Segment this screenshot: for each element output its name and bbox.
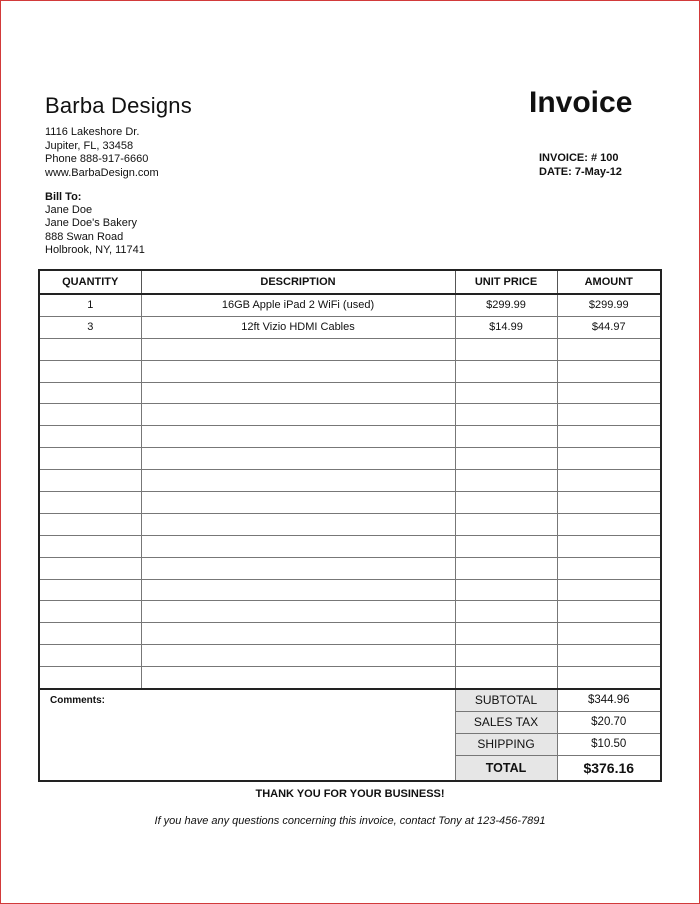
- row-description: [141, 557, 455, 579]
- sales-tax-value: $20.70: [557, 711, 661, 733]
- header-description: DESCRIPTION: [141, 270, 455, 294]
- invoice-meta: [539, 152, 622, 179]
- shipping-label: SHIPPING: [455, 733, 557, 755]
- empty-table-row: [39, 360, 661, 382]
- row-unit-price: [455, 645, 557, 667]
- company-address-line1: 1116 Lakeshore Dr.: [45, 126, 140, 138]
- empty-table-row: [39, 513, 661, 535]
- subtotal-value: $344.96: [557, 689, 661, 711]
- row-unit-price: [455, 426, 557, 448]
- total-label: TOTAL: [455, 755, 557, 781]
- row-amount: [557, 579, 661, 601]
- empty-table-row: [39, 557, 661, 579]
- row-unit-price: [455, 382, 557, 404]
- comments-label: Comments:: [50, 695, 106, 707]
- row-description: [141, 404, 455, 426]
- row-amount: [557, 557, 661, 579]
- empty-table-row: [39, 492, 661, 514]
- company-info: [45, 126, 159, 180]
- row-quantity: [39, 535, 141, 557]
- bill-to-label: Bill To:: [45, 191, 82, 203]
- row-amount: [557, 492, 661, 514]
- row-amount: [557, 404, 661, 426]
- summary-body: [39, 689, 661, 781]
- row-unit-price: [455, 404, 557, 426]
- row-quantity: [39, 338, 141, 360]
- row-quantity: [39, 426, 141, 448]
- row-description: [141, 382, 455, 404]
- row-description: [141, 623, 455, 645]
- row-amount: $299.99: [557, 294, 661, 316]
- company-phone: Phone 888-917-6660: [45, 153, 149, 165]
- row-quantity: [39, 623, 141, 645]
- row-description: 16GB Apple iPad 2 WiFi (used): [141, 294, 455, 316]
- row-quantity: [39, 448, 141, 470]
- bill-to-block: [45, 191, 145, 257]
- bill-to-street: 888 Swan Road: [45, 230, 124, 243]
- row-description: [141, 645, 455, 667]
- items-body: [39, 294, 661, 689]
- sales-tax-label: SALES TAX: [455, 711, 557, 733]
- row-description: [141, 492, 455, 514]
- row-quantity: [39, 645, 141, 667]
- row-amount: [557, 338, 661, 360]
- empty-table-row: [39, 404, 661, 426]
- row-amount: $44.97: [557, 316, 661, 338]
- row-amount: [557, 601, 661, 623]
- row-description: [141, 535, 455, 557]
- subtotal-row: [39, 689, 661, 711]
- row-amount: [557, 382, 661, 404]
- bill-to-city: Holbrook, NY, 11741: [45, 243, 145, 256]
- row-quantity: [39, 513, 141, 535]
- empty-table-row: [39, 426, 661, 448]
- row-unit-price: [455, 470, 557, 492]
- row-amount: [557, 645, 661, 667]
- row-unit-price: [455, 492, 557, 514]
- empty-table-row: [39, 667, 661, 689]
- row-description: [141, 667, 455, 689]
- row-quantity: [39, 382, 141, 404]
- row-quantity: [39, 470, 141, 492]
- row-description: [141, 360, 455, 382]
- row-description: 12ft Vizio HDMI Cables: [141, 316, 455, 338]
- row-amount: [557, 448, 661, 470]
- row-unit-price: [455, 601, 557, 623]
- table-header-row: [39, 270, 661, 294]
- row-unit-price: [455, 579, 557, 601]
- empty-table-row: [39, 338, 661, 360]
- row-amount: [557, 535, 661, 557]
- row-description: [141, 448, 455, 470]
- empty-table-row: [39, 382, 661, 404]
- header-amount: AMOUNT: [557, 270, 661, 294]
- thank-you-message: THANK YOU FOR YOUR BUSINESS!: [255, 788, 445, 800]
- row-unit-price: [455, 557, 557, 579]
- row-unit-price: $299.99: [455, 294, 557, 316]
- empty-table-row: [39, 535, 661, 557]
- contact-message: If you have any questions concerning this invoice, contact Tony at 123-456-7891: [154, 815, 546, 827]
- row-description: [141, 426, 455, 448]
- row-quantity: [39, 579, 141, 601]
- row-description: [141, 579, 455, 601]
- row-unit-price: [455, 360, 557, 382]
- table-row: [39, 316, 661, 338]
- header-quantity: QUANTITY: [39, 270, 141, 294]
- row-unit-price: $14.99: [455, 316, 557, 338]
- invoice-title: Invoice: [529, 86, 633, 119]
- empty-table-row: [39, 579, 661, 601]
- row-amount: [557, 513, 661, 535]
- company-website: www.BarbaDesign.com: [45, 166, 159, 179]
- row-quantity: 1: [39, 294, 141, 316]
- row-amount: [557, 426, 661, 448]
- row-amount: [557, 360, 661, 382]
- subtotal-label: SUBTOTAL: [455, 689, 557, 711]
- row-unit-price: [455, 535, 557, 557]
- row-quantity: [39, 601, 141, 623]
- row-description: [141, 513, 455, 535]
- comments-area: [39, 689, 455, 781]
- bill-to-name: Jane Doe: [45, 204, 93, 217]
- empty-table-row: [39, 623, 661, 645]
- total-value: $376.16: [557, 755, 661, 781]
- empty-table-row: [39, 448, 661, 470]
- row-description: [141, 470, 455, 492]
- items-table: [38, 269, 662, 782]
- row-amount: [557, 667, 661, 689]
- empty-table-row: [39, 470, 661, 492]
- empty-table-row: [39, 645, 661, 667]
- shipping-value: $10.50: [557, 733, 661, 755]
- row-unit-price: [455, 623, 557, 645]
- company-address-line2: Jupiter, FL, 33458: [45, 139, 134, 152]
- row-unit-price: [455, 338, 557, 360]
- company-name: Barba Designs: [45, 93, 192, 118]
- row-amount: [557, 470, 661, 492]
- bill-to-company: Jane Doe's Bakery: [45, 217, 137, 230]
- invoice-number: INVOICE: # 100: [539, 152, 619, 164]
- row-quantity: [39, 360, 141, 382]
- row-quantity: [39, 404, 141, 426]
- row-quantity: [39, 492, 141, 514]
- row-unit-price: [455, 513, 557, 535]
- row-unit-price: [455, 448, 557, 470]
- row-quantity: 3: [39, 316, 141, 338]
- table-row: [39, 294, 661, 316]
- invoice-date: DATE: 7-May-12: [539, 165, 622, 178]
- row-unit-price: [455, 667, 557, 689]
- header-unit-price: UNIT PRICE: [455, 270, 557, 294]
- row-quantity: [39, 557, 141, 579]
- row-description: [141, 338, 455, 360]
- row-amount: [557, 623, 661, 645]
- row-description: [141, 601, 455, 623]
- row-quantity: [39, 667, 141, 689]
- empty-table-row: [39, 601, 661, 623]
